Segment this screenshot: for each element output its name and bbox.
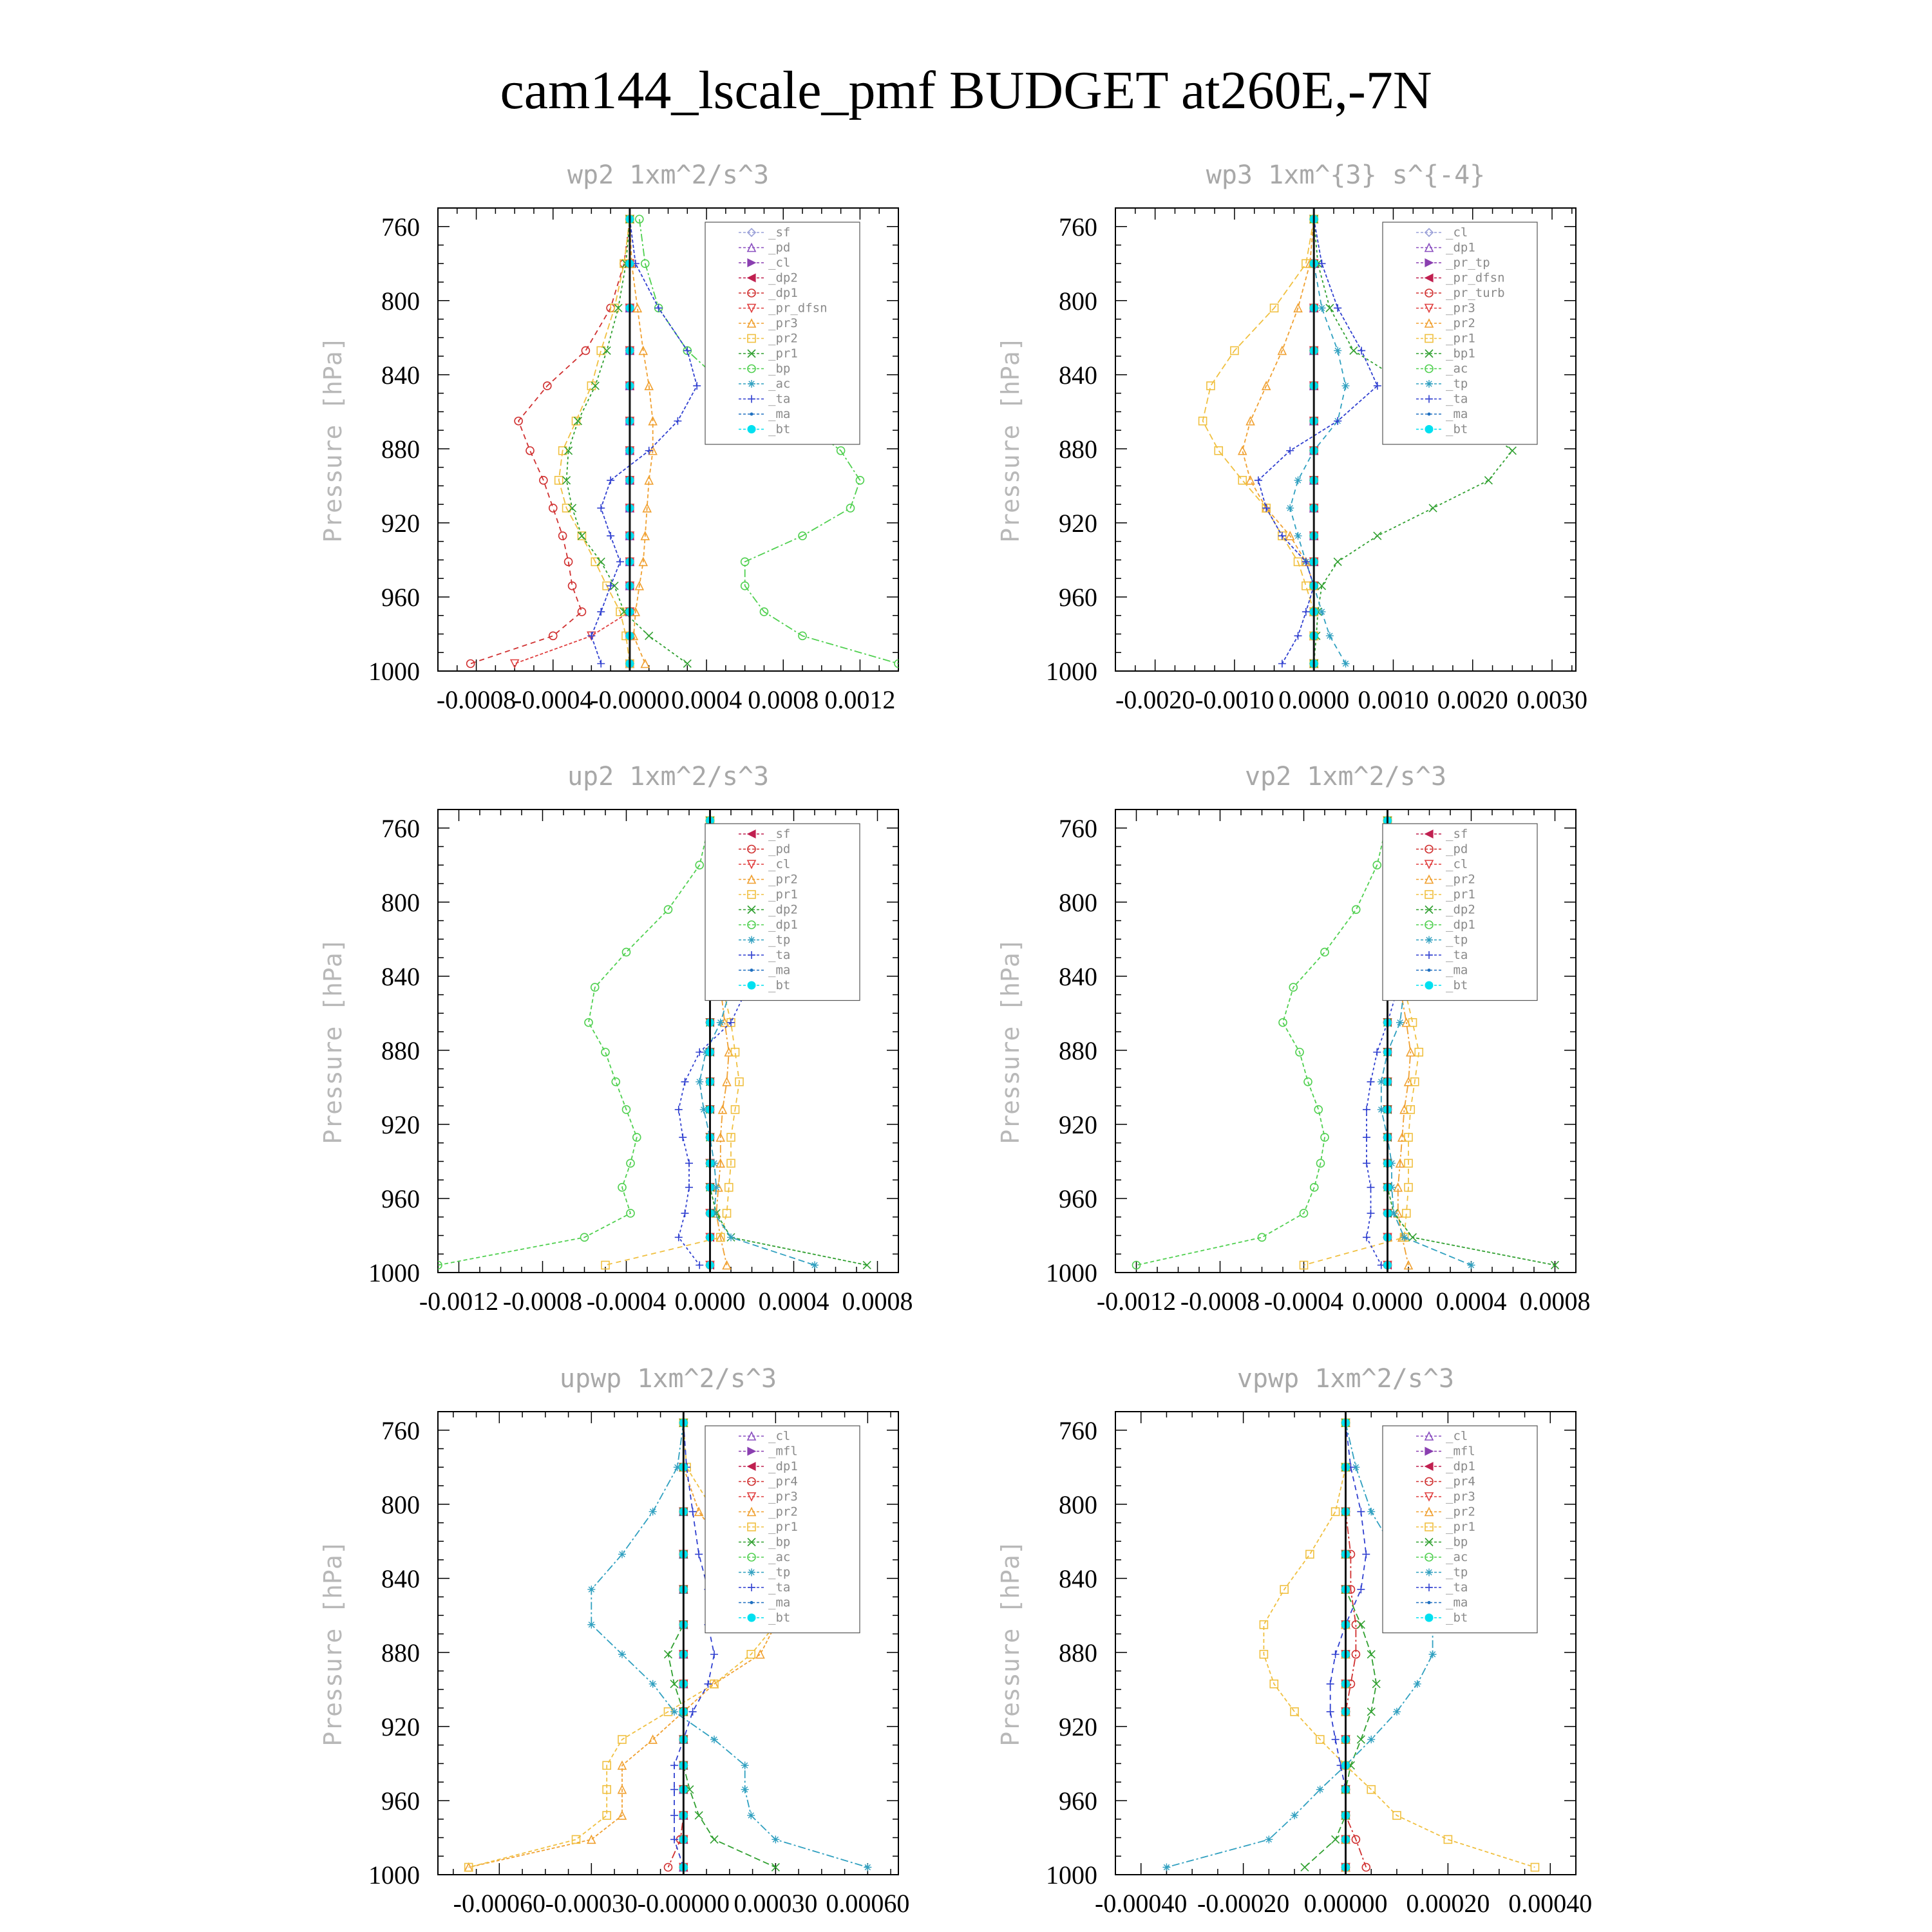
y-tick-label: 960 [381, 582, 420, 612]
y-axis-label: Pressure [hPa] [319, 1540, 347, 1747]
legend-entry: _pr2 [1446, 316, 1475, 330]
legend-entry: _pr2 [1446, 872, 1475, 887]
x-tick-label: -0.0004 [1264, 1287, 1344, 1316]
legend-marker [748, 1569, 755, 1577]
x-tick-label: 0.0008 [842, 1287, 913, 1316]
panel-title: vpwp 1xm^2/s^3 [1236, 1364, 1455, 1394]
x-tick-label: 0.00020 [1406, 1889, 1490, 1918]
legend-marker [1425, 380, 1433, 388]
legend-entry: _pr3 [1446, 301, 1475, 316]
panel-3 [319, 762, 913, 1316]
legend-entry: _bt [1446, 1611, 1468, 1625]
legend-entry: _pr3 [768, 1490, 798, 1504]
panel-2 [996, 160, 1587, 714]
x-tick-label: 0.0004 [1435, 1287, 1507, 1316]
x-tick-label: -0.0012 [1096, 1287, 1177, 1316]
y-tick-label: 800 [1059, 286, 1097, 316]
data-point_tp [1326, 632, 1334, 639]
x-tick-label: 0.00060 [826, 1889, 910, 1918]
data-point_tp [1318, 608, 1326, 616]
legend-entry: _cl [768, 1429, 791, 1443]
data-point_tp [1367, 1736, 1375, 1743]
data-point_tp [772, 1835, 779, 1843]
y-tick-label: 920 [1059, 1110, 1097, 1139]
legend-entry: _dp2 [768, 902, 798, 917]
legend-marker [1425, 981, 1433, 989]
legend-entry: _tp [768, 933, 791, 947]
legend-entry: _cl [1446, 857, 1468, 871]
x-tick-label: -0.0008 [436, 685, 516, 714]
y-axis-label: Pressure [hPa] [996, 1540, 1025, 1747]
y-tick-label: 920 [381, 1110, 420, 1139]
data-point_tp [1342, 382, 1350, 390]
legend-entry: _sf [768, 225, 791, 240]
y-tick-label: 840 [381, 961, 420, 991]
legend-marker [1425, 936, 1433, 944]
y-axis-label: Pressure [hPa] [996, 938, 1025, 1144]
y-tick-label: 960 [381, 1184, 420, 1213]
legend-entry: _pr4 [1446, 1474, 1475, 1489]
legend-marker [1428, 969, 1431, 972]
data-point_tp [864, 1863, 871, 1871]
y-tick-label: 840 [1059, 1564, 1097, 1593]
data-point_tp [1316, 1786, 1324, 1794]
legend-entry: _pr4 [768, 1474, 798, 1489]
legend-entry: _ta [768, 392, 791, 406]
legend-entry: _pr1 [768, 346, 798, 361]
legend-entry: _pr1 [1446, 331, 1475, 346]
legend-marker [1428, 413, 1431, 416]
legend-entry: _bp [768, 361, 791, 376]
data-point_tp [741, 1761, 749, 1769]
legend-entry: _cl [768, 256, 791, 270]
y-tick-label: 840 [1059, 360, 1097, 390]
legend-marker [748, 1614, 755, 1622]
y-tick-label: 1000 [1046, 1258, 1097, 1287]
y-tick-label: 960 [1059, 1786, 1097, 1815]
data-point_tp [717, 1019, 724, 1027]
legend-entry: _bp1 [1446, 346, 1475, 361]
x-tick-label: -0.0004 [513, 685, 593, 714]
legend-marker [748, 380, 755, 388]
panel-title: wp2 1xm^2/s^3 [567, 160, 770, 190]
y-axis-label: Pressure [hPa] [996, 336, 1025, 543]
legend-entry: _ac [768, 377, 791, 391]
y-axis-label: Pressure [hPa] [319, 336, 347, 543]
legend-entry: _tp [768, 1565, 791, 1580]
x-tick-label: 0.0010 [1358, 685, 1429, 714]
x-tick-label: 0.00000 [1303, 1889, 1388, 1918]
legend-entry: _ma [768, 963, 791, 978]
legend-marker [748, 426, 755, 433]
legend-entry: _ta [1446, 392, 1468, 406]
x-tick-label: -0.0012 [419, 1287, 499, 1316]
legend-entry: _dp1 [1446, 918, 1475, 932]
y-tick-label: 800 [1059, 887, 1097, 917]
panel-4 [996, 762, 1591, 1316]
legend-marker [750, 413, 753, 416]
legend-entry: _dp1 [1446, 1459, 1475, 1473]
legend-entry: _mfl [1446, 1444, 1475, 1459]
legend-entry: _ma [1446, 963, 1468, 978]
data-point_tp [696, 1078, 703, 1086]
data-point_tp [670, 1708, 678, 1716]
panel-title: vp2 1xm^2/s^3 [1244, 762, 1447, 791]
data-point_tp [1396, 1019, 1404, 1027]
legend-entry: _dp1 [1446, 240, 1475, 255]
legend-entry: _pr_dfsn [768, 301, 828, 316]
legend-entry: _pr_tp [1446, 256, 1490, 270]
legend [705, 1426, 860, 1633]
legend-marker [748, 981, 755, 989]
y-tick-label: 960 [381, 1786, 420, 1815]
x-tick-label: -0.0020 [1115, 685, 1195, 714]
y-tick-label: 840 [381, 360, 420, 390]
y-tick-label: 880 [381, 1036, 420, 1065]
x-tick-label: 0.0030 [1517, 685, 1588, 714]
x-tick-label: -0.0000 [590, 685, 670, 714]
data-point_tp [811, 1261, 819, 1269]
y-tick-label: 880 [381, 1638, 420, 1667]
data-point_tp [747, 1812, 755, 1819]
legend-entry: _bt [768, 422, 791, 437]
panel-6 [996, 1364, 1592, 1918]
legend-entry: _pr1 [768, 887, 798, 902]
data-point_tp [1468, 1261, 1475, 1269]
legend-entry: _pr2 [768, 872, 798, 887]
x-tick-label: 0.0004 [758, 1287, 829, 1316]
legend-entry: _ma [1446, 1595, 1468, 1610]
data-point_tp [1291, 1812, 1298, 1819]
y-tick-label: 800 [381, 887, 420, 917]
panels [319, 160, 1592, 1918]
y-tick-label: 840 [1059, 961, 1097, 991]
x-tick-label: 0.0000 [1352, 1287, 1423, 1316]
data-point_tp [1393, 1708, 1401, 1716]
legend-entry: _ma [768, 1595, 791, 1610]
legend-entry: _bp [768, 1535, 791, 1549]
data-point_tp [618, 1550, 626, 1558]
legend-marker [1425, 426, 1433, 433]
y-tick-label: 1000 [368, 657, 420, 686]
legend [1383, 824, 1537, 1001]
legend-entry: _pd [768, 240, 791, 255]
legend-entry: _pr2 [1446, 1504, 1475, 1519]
y-tick-label: 920 [381, 1712, 420, 1741]
legend-entry: _bp [1446, 1535, 1468, 1549]
data-point_tp [1294, 532, 1302, 540]
legend-entry: _pr1 [1446, 887, 1475, 902]
legend-entry: _pd [768, 842, 791, 857]
legend-entry: _sf [768, 827, 791, 841]
legend-entry: _pr2 [768, 1504, 798, 1519]
y-tick-label: 880 [1059, 434, 1097, 464]
legend-entry: _tp [1446, 1565, 1468, 1580]
y-tick-label: 760 [1059, 813, 1097, 843]
legend-entry: _ac [1446, 361, 1468, 376]
x-tick-label: -0.00060 [453, 1889, 545, 1918]
y-tick-label: 920 [1059, 508, 1097, 538]
x-tick-label: 0.0000 [1278, 685, 1350, 714]
y-tick-label: 760 [381, 1416, 420, 1445]
x-tick-label: 0.0004 [671, 685, 743, 714]
legend [1383, 222, 1537, 444]
figure-title: cam144_lscale_pmf BUDGET at260E,-7N [500, 61, 1432, 120]
legend-entry: _cl [768, 857, 791, 871]
data-point_tp [1429, 1651, 1437, 1658]
legend-marker [748, 936, 755, 944]
x-tick-label: -0.00000 [637, 1889, 730, 1918]
data-point_tp [741, 1786, 749, 1794]
x-tick-label: -0.0010 [1195, 685, 1274, 714]
x-tick-label: 0.00040 [1508, 1889, 1593, 1918]
legend-entry: _pr1 [768, 1520, 798, 1534]
x-tick-label: 0.0020 [1437, 685, 1508, 714]
y-tick-label: 760 [381, 212, 420, 242]
legend-marker [1425, 1569, 1433, 1577]
y-tick-label: 840 [381, 1564, 420, 1593]
data-point_tp [1401, 1233, 1408, 1241]
y-tick-label: 800 [381, 286, 420, 316]
data-point_tp [1286, 504, 1294, 512]
x-tick-label: -0.00020 [1197, 1889, 1290, 1918]
y-tick-label: 920 [1059, 1712, 1097, 1741]
y-tick-label: 760 [381, 813, 420, 843]
data-point_tp [1367, 1508, 1375, 1515]
legend-entry: _pr3 [768, 316, 798, 330]
y-tick-label: 880 [381, 434, 420, 464]
legend-entry: _sf [1446, 827, 1468, 841]
y-tick-label: 1000 [1046, 1861, 1097, 1889]
legend-entry: _mfl [768, 1444, 798, 1459]
legend-entry: _ac [1446, 1550, 1468, 1564]
legend-entry: _bt [1446, 422, 1468, 437]
legend-entry: _dp1 [768, 918, 798, 932]
panel-title: wp3 1xm^{3} s^{-4} [1206, 160, 1486, 190]
y-tick-label: 880 [1059, 1638, 1097, 1667]
data-point_tp [727, 1233, 735, 1241]
data-point_tp [618, 1651, 626, 1658]
legend-entry: _tp [1446, 933, 1468, 947]
y-tick-label: 960 [1059, 582, 1097, 612]
legend-entry: _ma [1446, 407, 1468, 421]
y-tick-label: 760 [1059, 212, 1097, 242]
legend-entry: _bt [768, 978, 791, 992]
legend-marker [750, 1601, 753, 1604]
x-tick-label: 0.00030 [734, 1889, 818, 1918]
y-tick-label: 960 [1059, 1184, 1097, 1213]
y-tick-label: 800 [381, 1490, 420, 1519]
y-tick-label: 920 [381, 508, 420, 538]
x-tick-label: -0.00040 [1095, 1889, 1188, 1918]
panel-title: upwp 1xm^2/s^3 [559, 1364, 777, 1394]
legend-entry: _bt [768, 1611, 791, 1625]
legend-entry: _ta [1446, 948, 1468, 962]
legend-entry: _pd [1446, 842, 1468, 857]
legend-entry: _pr2 [768, 331, 798, 346]
legend-marker [1425, 1614, 1433, 1622]
legend-entry: _dp2 [768, 270, 798, 285]
x-tick-label: 0.0008 [1519, 1287, 1591, 1316]
x-tick-label: -0.0008 [502, 1287, 583, 1316]
y-tick-label: 1000 [368, 1258, 420, 1287]
panel-5 [319, 1364, 909, 1918]
y-tick-label: 760 [1059, 1416, 1097, 1445]
legend-entry: _ta [768, 948, 791, 962]
legend-entry: _tp [1446, 377, 1468, 391]
x-tick-label: -0.0008 [1180, 1287, 1260, 1316]
panel-title: up2 1xm^2/s^3 [567, 762, 770, 791]
legend [705, 824, 860, 1001]
legend-entry: _pr_turb [1446, 286, 1505, 300]
legend [705, 222, 860, 444]
legend-marker [750, 969, 753, 972]
x-tick-label: 0.0000 [674, 1287, 746, 1316]
legend [1383, 1426, 1537, 1633]
data-point_tp [1265, 1835, 1273, 1843]
legend-entry: _ta [1446, 1580, 1468, 1595]
legend-marker [1428, 1601, 1431, 1604]
legend-entry: _cl [1446, 1429, 1468, 1443]
x-tick-label: -0.0004 [586, 1287, 667, 1316]
legend-entry: _dp1 [768, 1459, 798, 1473]
y-tick-label: 880 [1059, 1036, 1097, 1065]
legend-entry: _ta [768, 1580, 791, 1595]
legend-entry: _dp1 [768, 286, 798, 300]
legend-entry: _pr3 [1446, 1490, 1475, 1504]
panel-1 [319, 160, 902, 714]
x-tick-label: 0.0008 [748, 685, 819, 714]
data-point_tp [710, 1736, 718, 1743]
legend-entry: _ma [768, 407, 791, 421]
legend-entry: _bt [1446, 978, 1468, 992]
y-tick-label: 1000 [1046, 657, 1097, 686]
y-tick-label: 1000 [368, 1861, 420, 1889]
x-tick-label: 0.0012 [824, 685, 896, 714]
legend-entry: _dp2 [1446, 902, 1475, 917]
data-point_tp [1414, 1680, 1421, 1688]
y-tick-label: 800 [1059, 1490, 1097, 1519]
legend-entry: _ac [768, 1550, 791, 1564]
legend-entry: _cl [1446, 225, 1468, 240]
data-point_tp [1342, 659, 1350, 667]
legend-entry: _pr_dfsn [1446, 270, 1505, 285]
x-tick-label: -0.00030 [545, 1889, 638, 1918]
y-axis-label: Pressure [hPa] [319, 938, 347, 1144]
data-point_tp [1162, 1863, 1170, 1871]
legend-entry: _pr1 [1446, 1520, 1475, 1534]
